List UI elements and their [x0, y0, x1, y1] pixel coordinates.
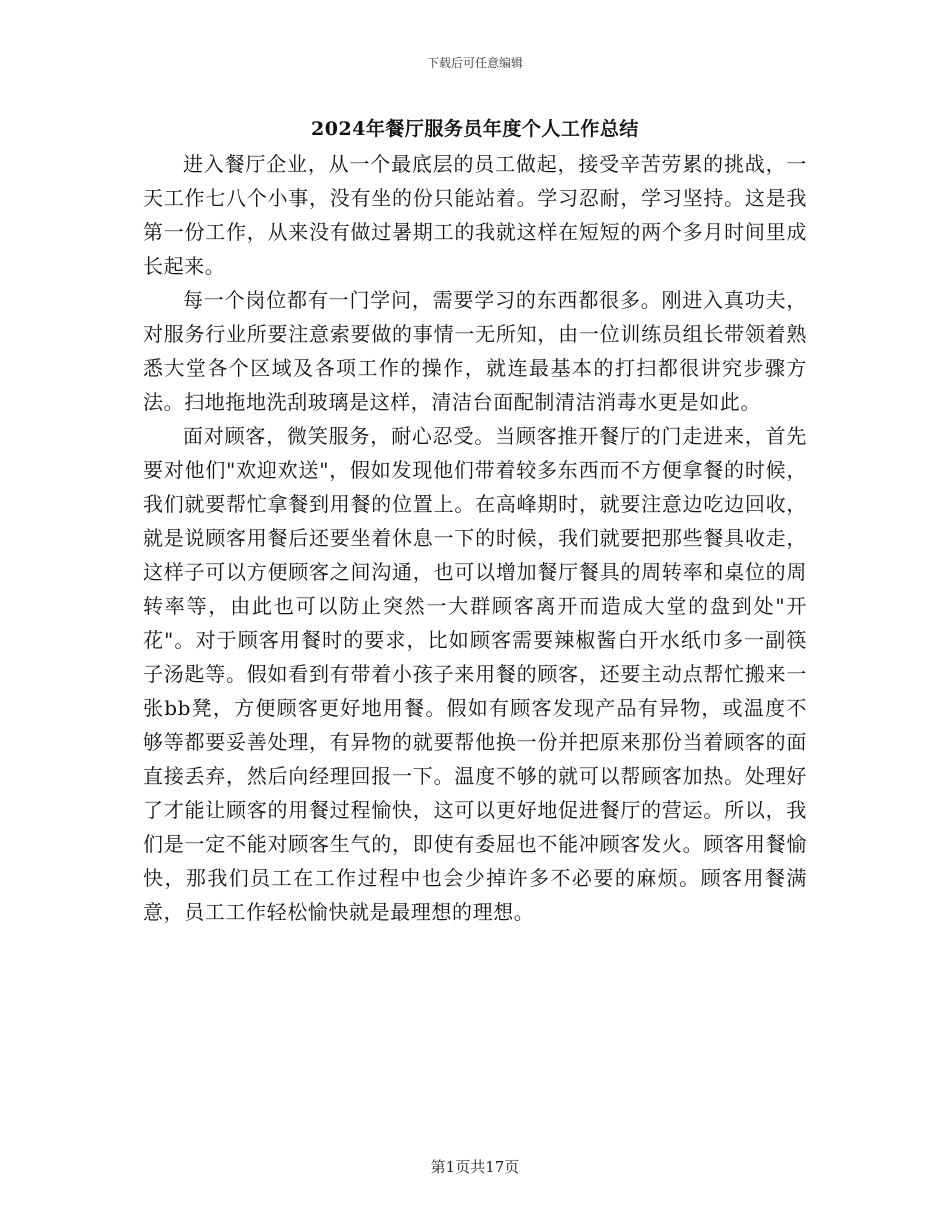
document-body — [143, 147, 807, 929]
document-title: 2024年餐厅服务员年度个人工作总结 — [311, 118, 639, 140]
paragraph-1: 进入餐厅企业，从一个最底层的员工做起，接受辛苦劳累的挑战，一天工作七八个小事，没有坐的份只能站着。学习忍耐，学习坚持。这是我第一份工作，从来没有做过暑期工的我就这样在短短的两个多月时间里成长起来。 — [143, 152, 807, 278]
page-number: 第1页共17页 — [430, 1158, 520, 1176]
paragraph-2: 每一个岗位都有一门学问，需要学习的东西都很多。刚进入真功夫，对服务行业所要注意索要做的事情一无所知，由一位训练员组长带领着熟悉大堂各个区域及各项工作的操作，就连最基本的打扫都很讲究步骤方法。扫地拖地洗刮玻璃是这样，清洁台面配制清洁消毒水更是如此。 — [143, 288, 807, 414]
page-header-note: 下载后可任意编辑 — [426, 56, 523, 70]
paragraph-3: 面对顾客，微笑服务，耐心忍受。当顾客推开餐厅的门走进来，首先要对他们"欢迎欢送"，假如发现他们带着较多东西而不方便拿餐的时候，我们就要帮忙拿餐到用餐的位置上。在高峰期时，就要注意边吃边回收，就是说顾客用餐后还要坐着休息一下的时候，我们就要把那些餐具收走，这样子可以方便顾客之间沟通，也可以增加餐厅餐具的周转率和桌位的周转率等，由此也可以防止突然一大群顾客离开而造成大堂的盘到处"开花"。对于顾客用餐时的要求，比如顾客需要辣椒酱白开水纸巾多一副筷子汤匙等。假如看到有带着小孩子来用餐的顾客，还要主动点帮忙搬来一张bb凳，方便顾客更好地用餐。假如有顾客发现产品有异物，或温度不够等都要妥善处理，有异物的就要帮他换一份并把原来那份当着顾客的面直接丢弃，然后向经理回报一下。温度不够的就可以帮顾客加热。处理好了才能让顾客的用餐过程愉快，这可以更好地促进餐厅的营运。所以，我们是一定不能对顾客生气的，即使有委屈也不能冲顾客发火。顾客用餐愉快，那我们员工在工作过程中也会少掉许多不必要的麻烦。顾客用餐满意，员工工作轻松愉快就是最理想的理想。 — [143, 424, 807, 924]
